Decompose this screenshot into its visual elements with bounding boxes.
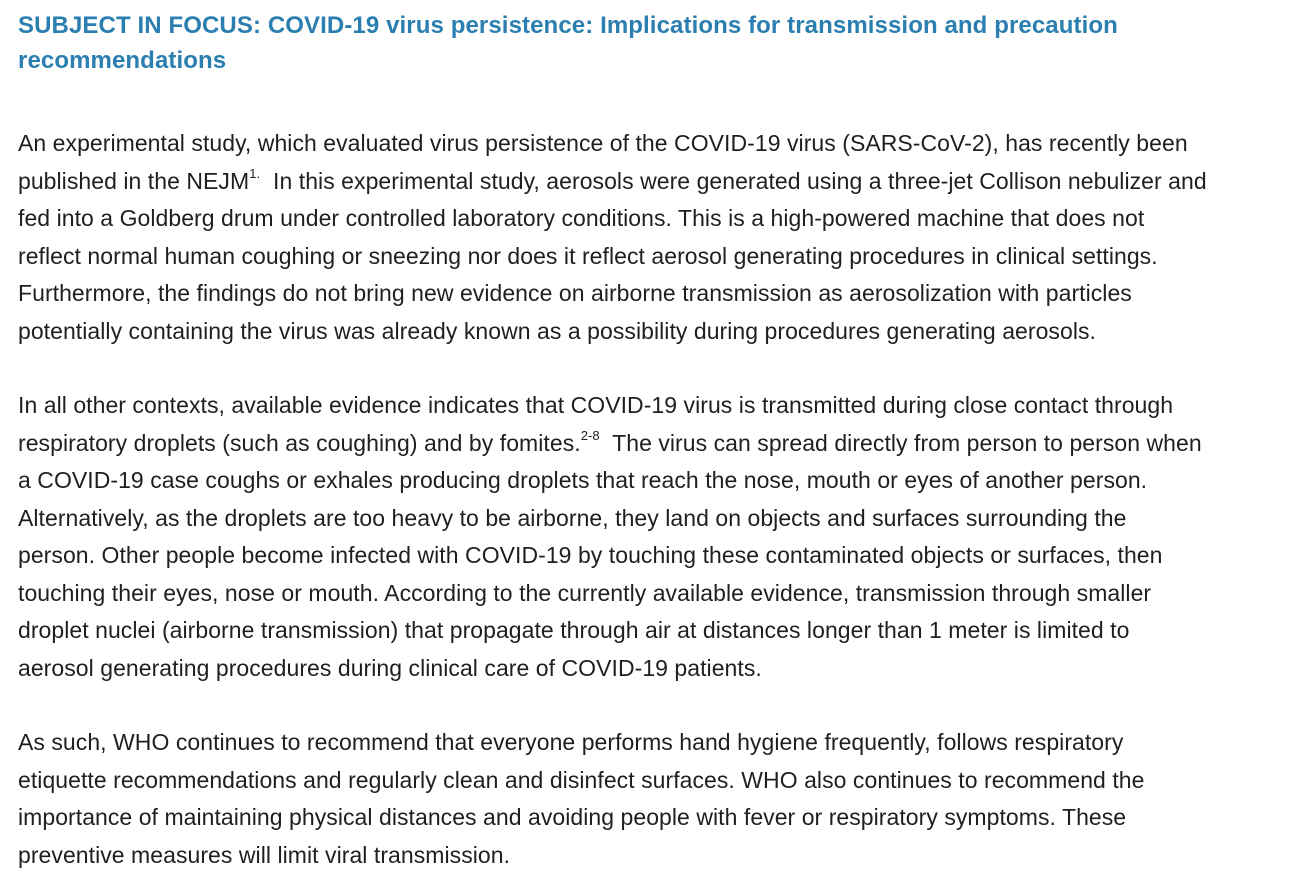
citation-superscript: 1. (249, 166, 260, 181)
paragraph-line: As such, WHO continues to recommend that everyone performs hand hygiene frequently, follows respiratory (18, 724, 1288, 762)
paragraph-line: touching their eyes, nose or mouth. According to the currently available evidence, transmission through smaller (18, 575, 1288, 613)
paragraph-line: preventive measures will limit viral transmission. (18, 837, 1288, 874)
line-text: published in the NEJM (18, 168, 249, 194)
page-title: SUBJECT IN FOCUS: COVID-19 virus persistence: Implications for transmission and precaution recommendations (18, 8, 1288, 78)
paragraph-line: In all other contexts, available evidence indicates that COVID-19 virus is transmitted during close contact through (18, 387, 1288, 425)
paragraph-line: a COVID-19 case coughs or exhales producing droplets that reach the nose, mouth or eyes of another person. (18, 462, 1288, 500)
line-text: The virus can spread directly from person to person when (612, 430, 1202, 456)
paragraph-line: An experimental study, which evaluated virus persistence of the COVID-19 virus (SARS-CoV-2), has recently been (18, 125, 1288, 163)
paragraph-line: person. Other people become infected with COVID-19 by touching these contaminated objects or surfaces, then (18, 537, 1288, 575)
paragraph-line: Furthermore, the findings do not bring new evidence on airborne transmission as aerosolization with particles (18, 275, 1288, 313)
paragraph-line (18, 163, 1288, 201)
paragraph-line: aerosol generating procedures during clinical care of COVID-19 patients. (18, 650, 1288, 688)
paragraph-transmission-evidence (18, 387, 1288, 687)
paragraph-line: droplet nuclei (airborne transmission) that propagate through air at distances longer than 1 meter is limited to (18, 612, 1288, 650)
paragraph-line: potentially containing the virus was already known as a possibility during procedures generating aerosols. (18, 313, 1288, 351)
paragraph-study-context (18, 125, 1288, 350)
line-text: respiratory droplets (such as coughing) and by fomites. (18, 430, 581, 456)
paragraph-line: fed into a Goldberg drum under controlled laboratory conditions. This is a high-powered machine that does not (18, 200, 1288, 238)
paragraph-line: reflect normal human coughing or sneezing nor does it reflect aerosol generating procedures in clinical settings. (18, 238, 1288, 276)
paragraph-line (18, 425, 1288, 463)
citation-superscript: 2-8 (581, 428, 600, 443)
paragraph-line: Alternatively, as the droplets are too heavy to be airborne, they land on objects and surfaces surrounding the (18, 500, 1288, 538)
document-page (18, 8, 1288, 874)
paragraph-line: etiquette recommendations and regularly clean and disinfect surfaces. WHO also continues to recommend the (18, 762, 1288, 800)
paragraph-who-recommendations (18, 724, 1288, 874)
paragraph-line: importance of maintaining physical distances and avoiding people with fever or respiratory symptoms. These (18, 799, 1288, 837)
line-text: In this experimental study, aerosols were generated using a three-jet Collison nebulizer and (273, 168, 1207, 194)
